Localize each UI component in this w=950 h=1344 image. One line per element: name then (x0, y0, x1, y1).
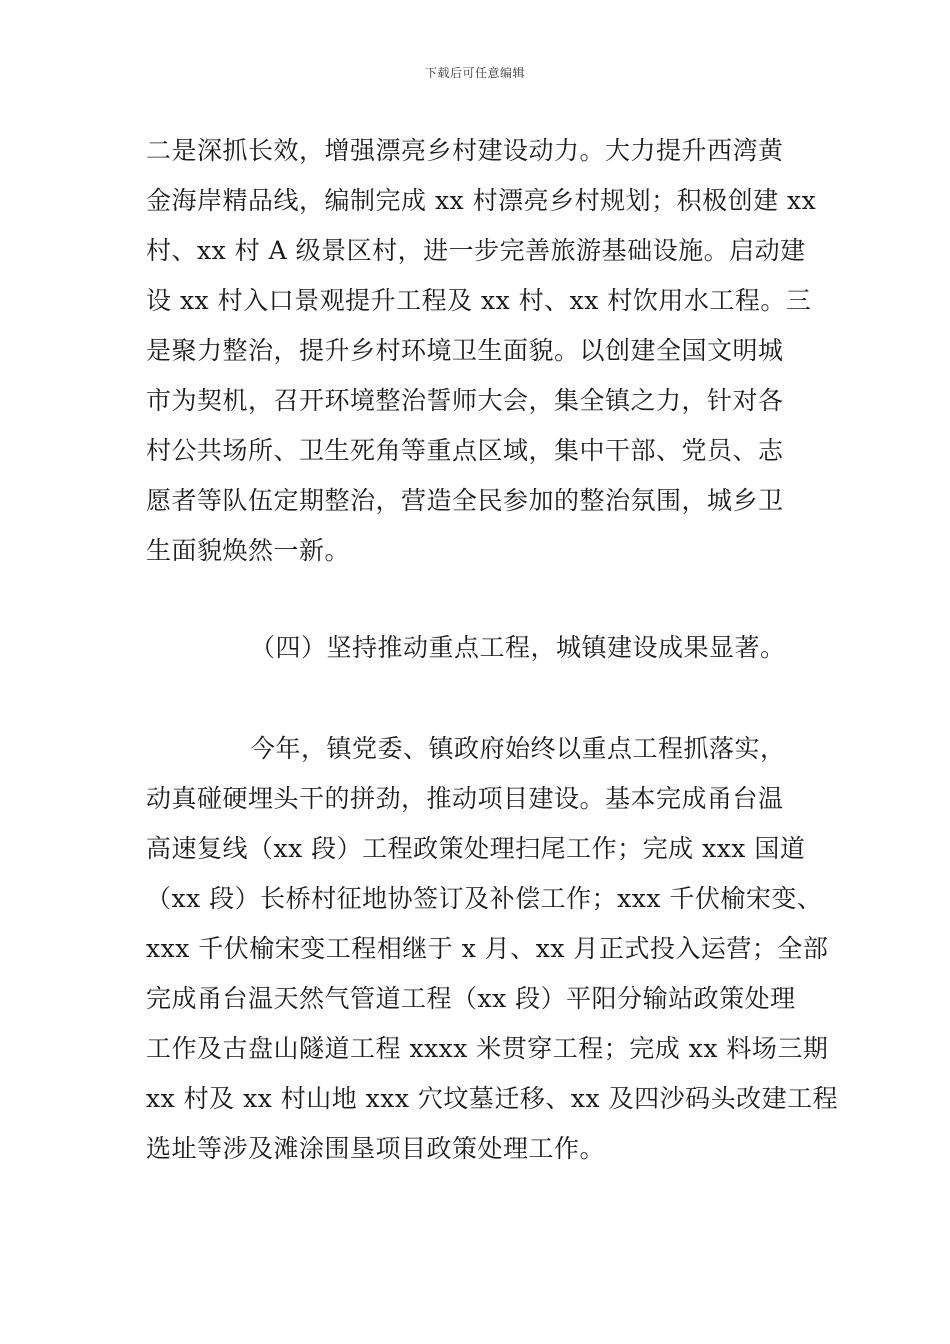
paragraph2-line: xxx 千伏榆宋变工程相继于 x 月、xx 月正式投入运营；全部 (146, 934, 829, 963)
paragraph1-line: 是聚力整治，提升乡村环境卫生面貌。以创建全国文明城 (146, 336, 784, 365)
paragraph1-line: 愿者等队伍定期整治，营造全民参加的整治氛围，城乡卫 (146, 486, 784, 515)
paragraph2-line: 动真碰硬埋头干的拼劲，推动项目建设。基本完成甬台温 (146, 784, 784, 813)
paragraph2-line: 工作及古盘山隧道工程 xxxx 米贯穿工程；完成 xx 料场三期 (146, 1034, 829, 1063)
paragraph2-line: xx 村及 xx 村山地 xxx 穴坟墓迁移、xx 及四沙码头改建工程 (146, 1084, 839, 1113)
paragraph2-line: （xx 段）长桥村征地协签订及补偿工作；xxx 千伏榆宋变、 (146, 884, 823, 913)
paragraph1-line: 设 xx 村入口景观提升工程及 xx 村、xx 村饮用水工程。三 (146, 286, 812, 315)
paragraph1-line: 村、xx 村 A 级景区村，进一步完善旅游基础设施。启动建 (146, 236, 806, 265)
paragraph2-line: 高速复线（xx 段）工程政策处理扫尾工作；完成 xxx 国道 (146, 834, 806, 863)
paragraph1-line: 市为契机，召开环境整治誓师大会，集全镇之力，针对各 (146, 386, 784, 415)
section-heading: （四）坚持推动重点工程，城镇建设成果显著。 (250, 633, 786, 662)
paragraph1-line: 金海岸精品线，编制完成 xx 村漂亮乡村规划；积极创建 xx (146, 186, 817, 215)
paragraph2-line: 今年，镇党委、镇政府始终以重点工程抓落实， (250, 734, 786, 763)
paragraph2-line: 完成甬台温天然气管道工程（xx 段）平阳分输站政策处理 (146, 984, 796, 1013)
paragraph1-line: 生面貌焕然一新。 (146, 536, 351, 565)
paragraph1-line: 村公共场所、卫生死角等重点区域，集中干部、党员、志 (146, 436, 784, 465)
paragraph1-line: 二是深抓长效，增强漂亮乡村建设动力。大力提升西湾黄 (146, 136, 784, 165)
paragraph2-line: 选址等涉及滩涂围垦项目政策处理工作。 (146, 1134, 606, 1163)
header-note: 下载后可任意编辑 (424, 66, 525, 80)
